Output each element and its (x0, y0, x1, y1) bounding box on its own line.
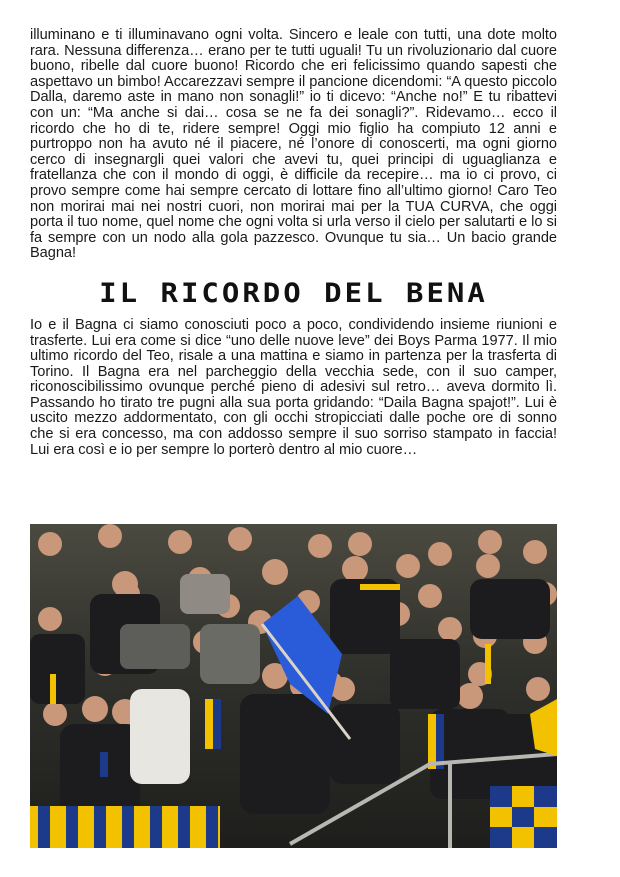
checkered-flag (490, 786, 557, 848)
striped-banner (30, 806, 220, 848)
section-paragraph: Io e il Bagna ci siamo conosciuti poco a poco, condividendo insieme riunioni e trasferte. Lui era come si dice “uno delle nuove leve” dei Boys Parma 1977. Il mio ultimo ricordo del Teo, risale a una mattina e siamo in partenza per la trasferta di Torino. Il Bagna era nel parcheggio della vecchia sede, con il suo camper, riconoscibilissimo ovunque perché pieno di adesivi sul retro… aveva dormito lì. Passando ho tirato tre pugni alla sua porta gridando: “Daila Bagna spajot!”. Lui è uscito mezzo addormentato, con gli occhi stropicciati dalle poche ore di sonno che si era concesso, ma con addosso sempre il suo sorriso stampato in faccia! Lui era così e io per sempre lo porterò dentro al mio cuore… (30, 316, 557, 458)
crowd-illustration (30, 524, 557, 848)
section-title: IL RICORDO DEL BENA (99, 277, 488, 309)
intro-paragraph: illuminano e ti illuminavano ogni volta. Sincero e leale con tutti, una dote molto rara. Nessuna differenza… erano per te tutti uguali! Tu un rivoluzionario dal cuore buono, ribelle dal cuore buono! Ricordo che eri felicissimo quando sapesti che aspettavo un bimbo! Accarezzavi sempre il pancione dicendomi: “A questo piccolo Dalla, daremo aste in mano non sonagli!” io ti dicevo: “Anche no!” E tu ribattevi con un: “Ma anche si dai… cosa se ne fa dei sonagli?”. Ridevamo… ecco il ricordo che ho di te, ridere sempre! Oggi mio figlio ha compiuto 12 anni e purtroppo non ha avuto né il piacere, né l’onore di conoscerti, ma ogni giorno cerco di insegnargli quei valori che avevi tu, quei principi di uguaglianza e fratellanza che con il mondo di oggi, è difficile da recepire… ma io ci provo, ci provo sempre come hai sempre cercato di lottare fino all’ultimo giorno! Caro Teo non morirai mai nei nostri cuori, non morirai mai per la TUA CURVA, che oggi porta il tuo nome, quel nome che ogni volta si urla verso il cielo per salutarti e lo si fa sempre con un nodo alla gola pazzesco. Ovunque tu sia… Un bacio grande Bagna! (30, 27, 557, 262)
article-column (30, 28, 557, 458)
crowd-photo (30, 524, 557, 848)
